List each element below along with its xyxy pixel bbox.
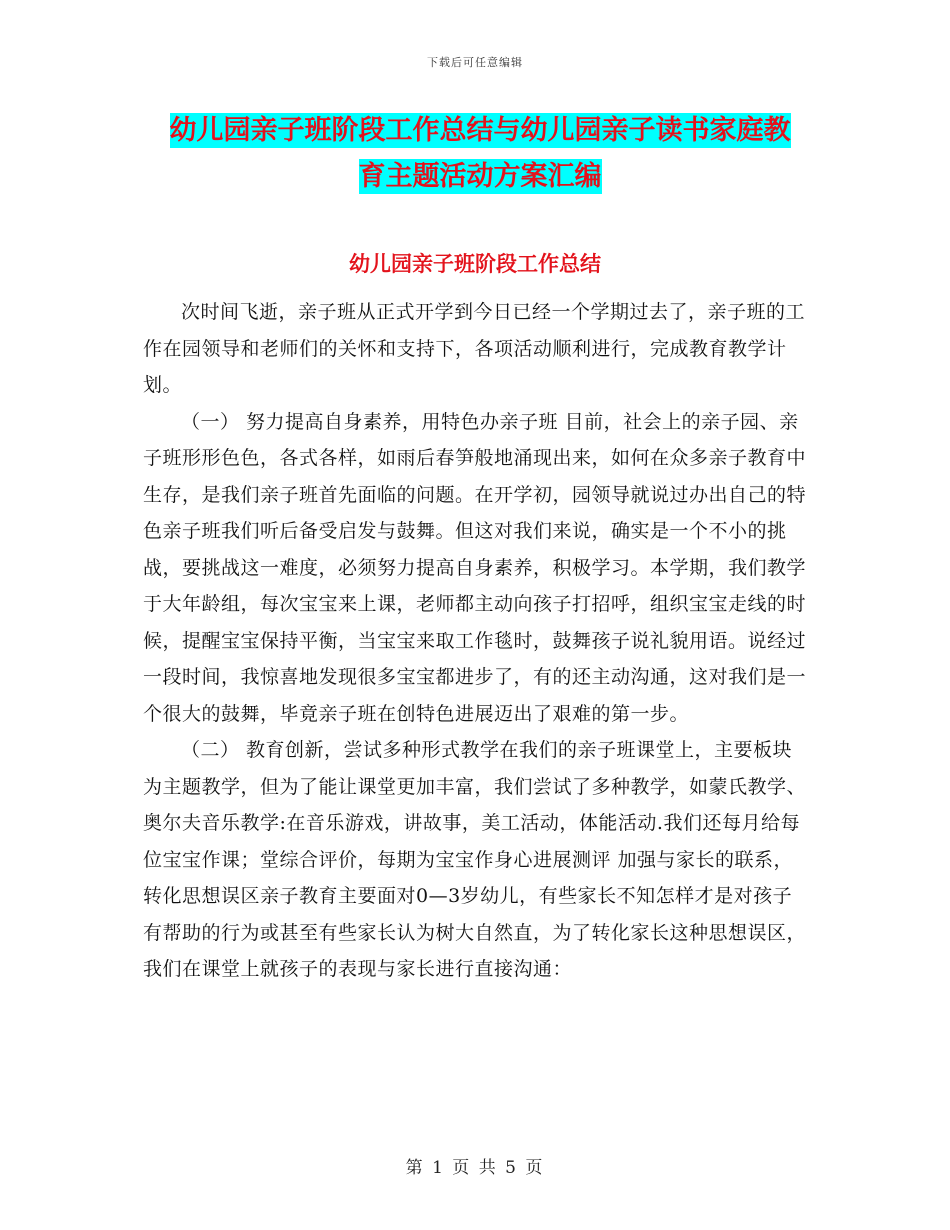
page-header: 下载后可任意编辑: [427, 56, 523, 69]
document-title-line-1: 幼儿园亲子班阶段工作总结与幼儿园亲子读书家庭教: [169, 115, 791, 146]
paragraph-section-2: （二） 教育创新，尝试多种形式教学在我们的亲子班课堂上，主要板块为主题教学，但为了能让课堂更加丰富，我们尝试了多种教学，如蒙氏教学、奥尔夫音乐教学:在音乐游戏，讲故事，美工活动，体能活动.我们还每月给每位宝宝作课；堂综合评价，每期为宝宝作身心进展测评 加强与家长的联系，转化思想误区亲子教育主要面对0—3岁幼儿，有些家长不知怎样才是对孩子有帮助的行为或甚至有些家长认为树大自然直，为了转化家长这种思想误区，我们在课堂上就孩子的表现与家长进行直接沟通：: [143, 739, 807, 980]
page-number-footer: 第 1 页 共 5 页: [405, 1158, 545, 1178]
document-title-line-2: 育主题活动方案汇编: [358, 161, 602, 192]
section-title: 幼儿园亲子班阶段工作总结: [349, 252, 601, 276]
document-title: [140, 108, 820, 200]
document-body: [143, 294, 808, 988]
paragraph-intro: 次时间飞逝，亲子班从正式开学到今日已经一个学期过去了，亲子班的工作在园领导和老师们的关怀和支持下，各项活动顺利进行，完成教育教学计划。: [143, 301, 806, 396]
paragraph-section-1: （一） 努力提高自身素养，用特色办亲子班 目前，社会上的亲子园、亲子班形形色色，各式各样，如雨后春笋般地涌现出来，如何在众多亲子教育中生存，是我们亲子班首先面临的问题。在开学初，园领导就说过办出自己的特色亲子班我们听后备受启发与鼓舞。但这对我们来说，确实是一个不小的挑战，要挑战这一难度，必须努力提高自身素养，积极学习。本学期，我们教学于大年龄组，每次宝宝来上课，老师都主动向孩子打招呼，组织宝宝走线的时候，提醒宝宝保持平衡，当宝宝来取工作毯时，鼓舞孩子说礼貌用语。说经过一段时间，我惊喜地发现很多宝宝都进步了，有的还主动沟通，这对我们是一个很大的鼓舞，毕竟亲子班在创特色进展迈出了艰难的第一步。: [143, 410, 807, 725]
